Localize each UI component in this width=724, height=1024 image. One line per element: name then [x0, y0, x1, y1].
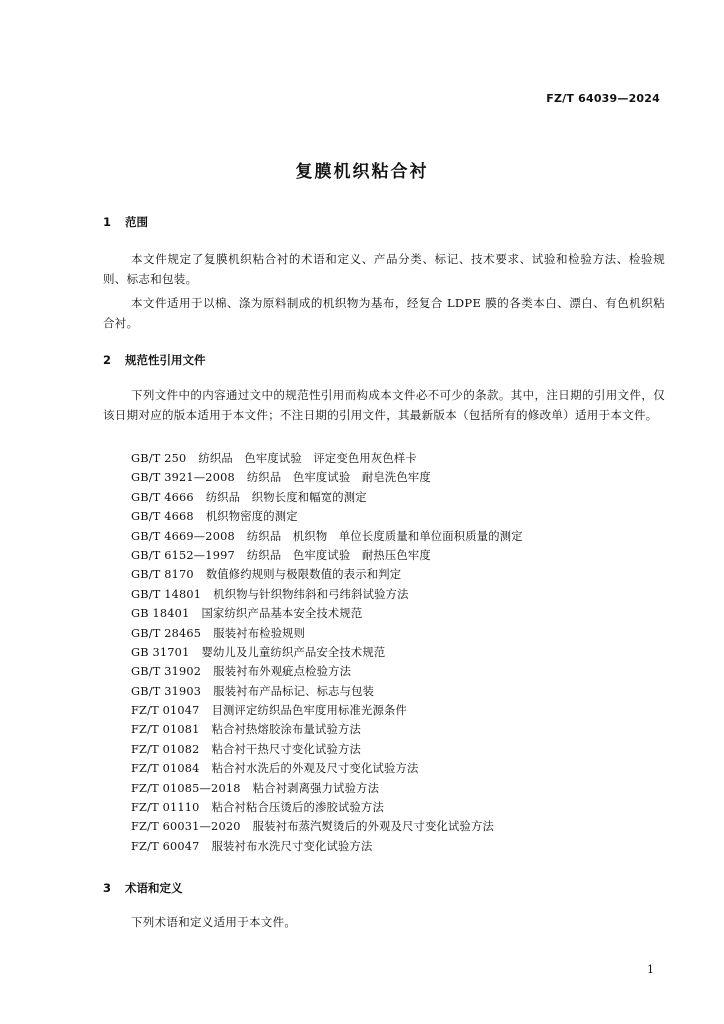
reference-title: 服装衬布水洗尺寸变化试验方法 [211, 839, 373, 853]
reference-item [131, 507, 523, 526]
page-number: 1 [647, 963, 654, 976]
reference-title: 机织物与针织物纬斜和弓纬斜试验方法 [213, 587, 409, 601]
section-title: 术语和定义 [125, 881, 183, 895]
section-2-paragraph-1: 下列文件中的内容通过文中的规范性引用而构成本文件必不可少的条款。其中，注日期的引用文件，仅该日期对应的版本适用于本文件；不注日期的引用文件，其最新版本（包括所有的修改单）适用于本文件。 [103, 388, 665, 422]
section-3-paragraph-1: 下列术语和定义适用于本文件。 [131, 915, 297, 929]
reference-item [131, 720, 523, 739]
reference-code: GB/T 3921—2008 [131, 471, 235, 485]
reference-title: 机织物密度的测定 [205, 510, 298, 524]
reference-code: FZ/T 60031—2020 [131, 820, 241, 834]
reference-code: GB/T 4666 [131, 490, 194, 504]
reference-item [131, 488, 523, 507]
reference-code: GB/T 4669—2008 [131, 529, 235, 543]
reference-code: GB/T 28465 [131, 626, 202, 640]
reference-item [131, 527, 523, 546]
reference-code: FZ/T 01081 [131, 723, 200, 737]
reference-item [131, 643, 523, 662]
section-number: 3 [103, 881, 112, 895]
reference-title: 纺织品 色牢度试验 评定变色用灰色样卡 [198, 452, 417, 465]
reference-item [131, 779, 523, 798]
section-number: 2 [103, 353, 112, 367]
reference-code: FZ/T 60047 [131, 839, 200, 853]
reference-code: GB 18401 [131, 607, 190, 621]
reference-title: 服装衬布外观疵点检验方法 [213, 665, 352, 679]
section-title: 规范性引用文件 [125, 353, 206, 367]
reference-item [131, 662, 523, 681]
document-title: 复膜机织粘合衬 [295, 162, 429, 182]
reference-item [131, 468, 523, 487]
reference-item [131, 682, 523, 701]
reference-item [131, 798, 523, 817]
section-title: 范围 [125, 215, 148, 229]
reference-title: 纺织品 色牢度试验 耐皂洗色牢度 [246, 471, 431, 485]
reference-code: GB 31701 [131, 645, 190, 659]
reference-item [131, 740, 523, 759]
reference-title: 目测评定纺织品色牢度用标准光源条件 [211, 704, 408, 718]
reference-code: GB/T 6152—1997 [131, 548, 235, 562]
reference-code: GB/T 31903 [131, 684, 202, 698]
reference-title: 粘合衬剥离强力试验方法 [252, 781, 380, 795]
reference-title: 粘合衬粘合压烫后的渗胶试验方法 [211, 801, 385, 815]
reference-item [131, 837, 523, 856]
section-1-heading [103, 214, 148, 230]
section-2-heading [103, 352, 206, 368]
reference-code: GB/T 250 [131, 452, 187, 465]
reference-code: GB/T 8170 [131, 568, 194, 582]
reference-title: 粘合衬干热尺寸变化试验方法 [211, 742, 362, 756]
reference-title: 服装衬布产品标记、标志与包装 [213, 684, 375, 698]
reference-title: 纺织品 色牢度试验 耐热压色牢度 [246, 548, 431, 562]
reference-code: FZ/T 01085—2018 [131, 781, 241, 795]
section-1-paragraph-2: 本文件适用于以棉、涤为原料制成的机织物为基布，经复合 LDPE 膜的各类本白、漂白、有色机织粘合衬。 [103, 296, 665, 330]
reference-item [131, 624, 523, 643]
reference-title: 粘合衬水洗后的外观及尺寸变化试验方法 [211, 762, 419, 776]
section-1-paragraph-1: 本文件规定了复膜机织粘合衬的术语和定义、产品分类、标记、技术要求、试验和检验方法、检验规则、标志和包装。 [103, 252, 665, 286]
reference-title: 数值修约规则与极限数值的表示和判定 [205, 568, 402, 582]
reference-item [131, 546, 523, 565]
reference-item [131, 565, 523, 584]
reference-code: FZ/T 01082 [131, 742, 200, 756]
section-3-heading [103, 880, 183, 896]
reference-code: GB/T 4668 [131, 510, 194, 524]
reference-code: GB/T 14801 [131, 587, 202, 601]
reference-item [131, 604, 523, 623]
standard-code: FZ/T 64039—2024 [546, 92, 660, 105]
reference-item [131, 759, 523, 778]
section-number: 1 [103, 215, 112, 229]
reference-title: 纺织品 机织物 单位长度质量和单位面积质量的测定 [246, 529, 523, 543]
reference-code: FZ/T 01047 [131, 704, 200, 718]
reference-title: 婴幼儿及儿童纺织产品安全技术规范 [201, 645, 386, 659]
reference-item [131, 449, 523, 468]
reference-title: 服装衬布蒸汽熨烫后的外观及尺寸变化试验方法 [252, 820, 495, 834]
reference-item [131, 701, 523, 720]
reference-code: FZ/T 01084 [131, 762, 200, 776]
reference-title: 国家纺织产品基本安全技术规范 [201, 607, 363, 621]
reference-title: 纺织品 织物长度和幅宽的测定 [205, 490, 367, 504]
reference-code: FZ/T 01110 [131, 801, 200, 815]
reference-item [131, 585, 523, 604]
normative-references-list [131, 449, 523, 856]
reference-title: 粘合衬热熔胶涂布量试验方法 [211, 723, 362, 737]
reference-item [131, 817, 523, 836]
reference-title: 服装衬布检验规则 [213, 626, 306, 640]
reference-code: GB/T 31902 [131, 665, 202, 679]
